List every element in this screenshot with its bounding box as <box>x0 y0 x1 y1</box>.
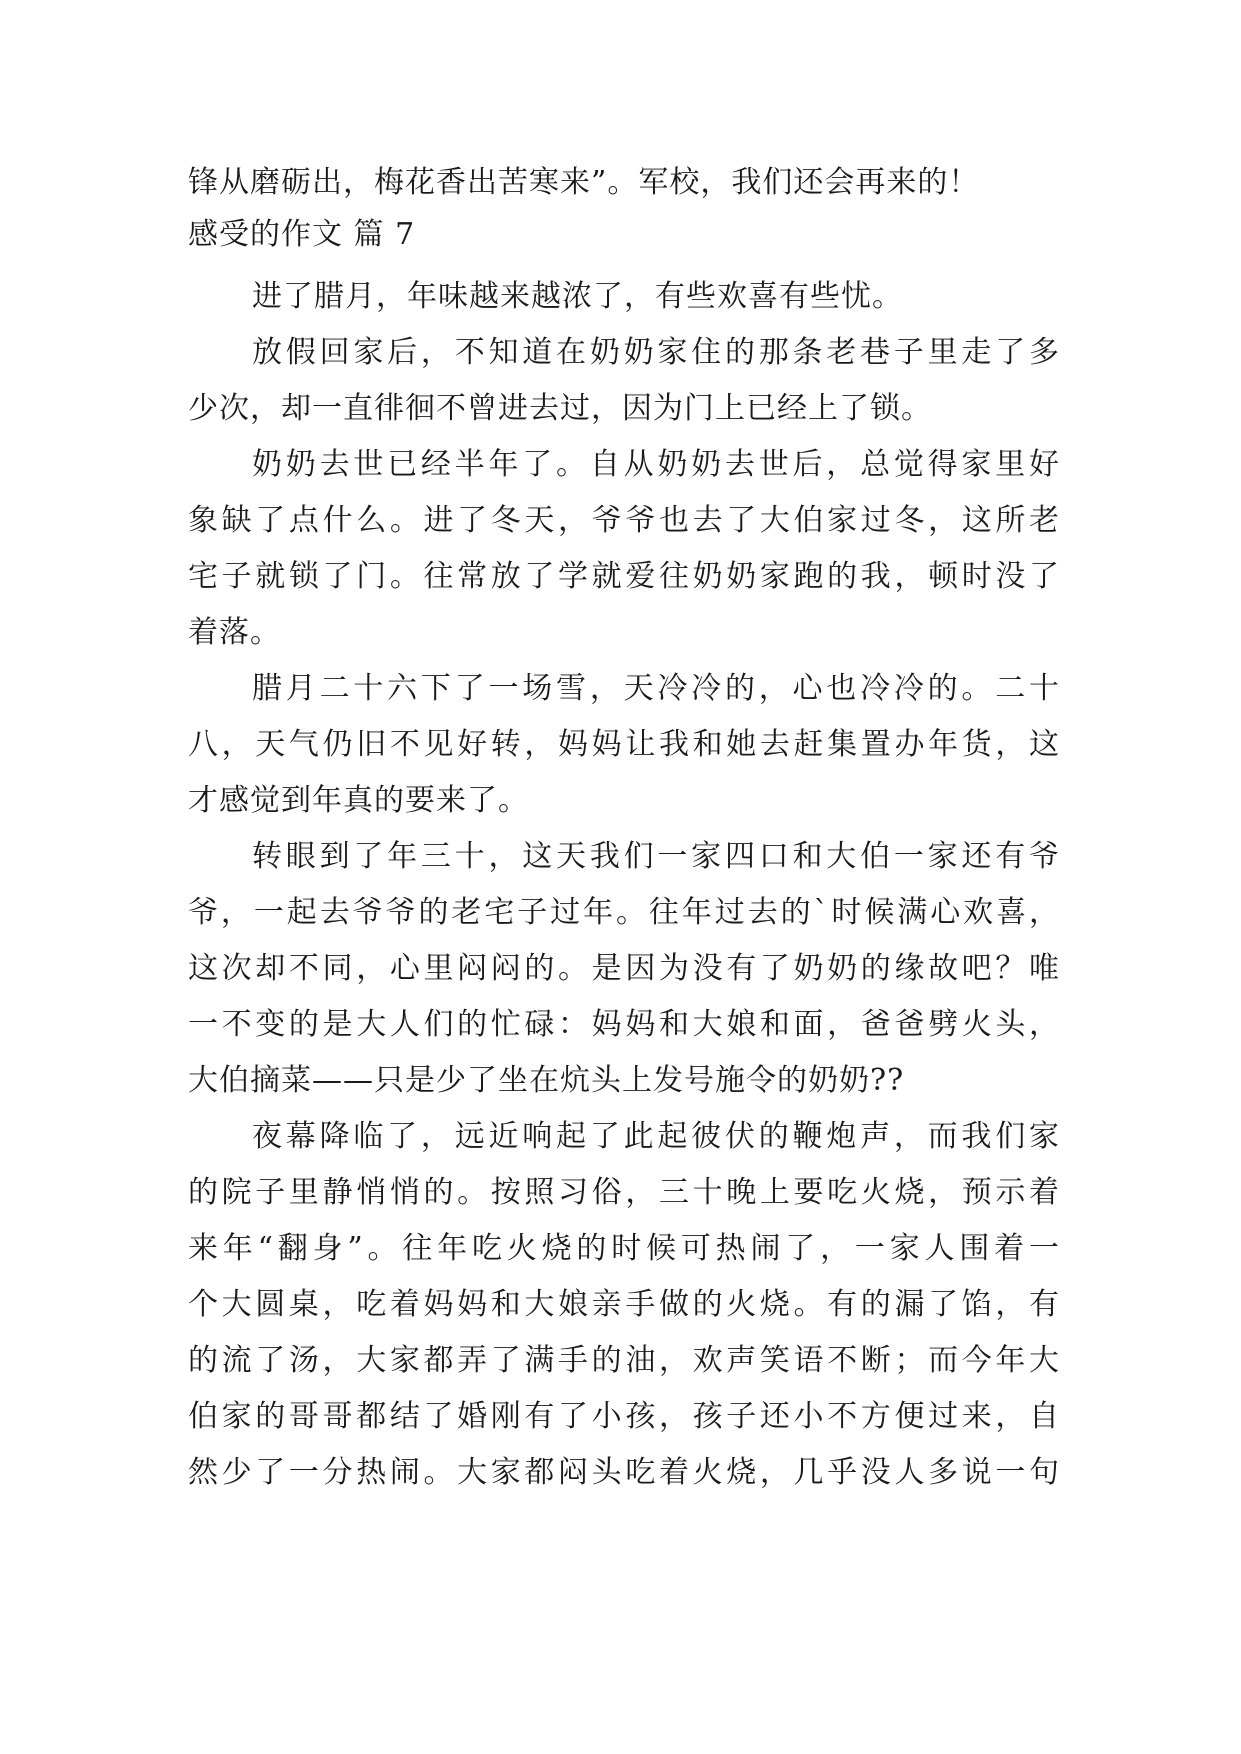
text-line: 奶奶去世已经半年了。自从奶奶去世后，总觉得家里好 <box>252 447 1060 482</box>
text-line: 少次，却一直徘徊不曾进去过，因为门上已经上了锁。 <box>188 391 932 426</box>
text-line: 的院子里静悄悄的。按照习俗，三十晚上要吃火烧，预示着 <box>188 1175 1060 1210</box>
text-line: 大伯摘菜——只是少了坐在炕头上发号施令的奶奶?? <box>188 1063 905 1098</box>
text-line: 宅子就锁了门。往常放了学就爱往奶奶家跑的我，顿时没了 <box>188 559 1060 594</box>
text-line: 来年“翻身”。往年吃火烧的时候可热闹了，一家人围着一 <box>188 1231 1060 1266</box>
text-line: 爷，一起去爷爷的老宅子过年。往年过去的`时候满心欢喜， <box>188 895 1060 930</box>
text-line: 个大圆桌，吃着妈妈和大娘亲手做的火烧。有的漏了馅，有 <box>188 1287 1060 1322</box>
text-line: 着落。 <box>188 615 281 650</box>
text-line: 伯家的哥哥都结了婚刚有了小孩，孩子还小不方便过来，自 <box>188 1399 1060 1434</box>
text-line: 腊月二十六下了一场雪，天冷冷的，心也冷冷的。二十 <box>252 671 1060 706</box>
text-line: 进了腊月，年味越来越浓了，有些欢喜有些忧。 <box>252 279 903 314</box>
text-line: 这次却不同，心里闷闷的。是因为没有了奶奶的缘故吧？唯 <box>188 951 1060 986</box>
text-line: 然少了一分热闹。大家都闷头吃着火烧，几乎没人多说一句 <box>188 1455 1060 1490</box>
text-line: 才感觉到年真的要来了。 <box>188 783 529 818</box>
text-line: 放假回家后，不知道在奶奶家住的那条老巷子里走了多 <box>252 335 1060 370</box>
text-line: 夜幕降临了，远近响起了此起彼伏的鞭炮声，而我们家 <box>252 1119 1060 1154</box>
text-line: 锋从磨砺出，梅花香出苦寒来”。军校，我们还会再来的！ <box>188 165 980 200</box>
text-line: 象缺了点什么。进了冬天，爷爷也去了大伯家过冬，这所老 <box>188 503 1060 538</box>
text-line: 一不变的是大人们的忙碌：妈妈和大娘和面，爸爸劈火头， <box>188 1007 1060 1042</box>
section-heading: 感受的作文 篇 7 <box>188 217 416 252</box>
text-line: 八，天气仍旧不见好转，妈妈让我和她去赶集置办年货，这 <box>188 727 1060 762</box>
text-line: 的流了汤，大家都弄了满手的油，欢声笑语不断；而今年大 <box>188 1343 1060 1378</box>
text-line: 转眼到了年三十，这天我们一家四口和大伯一家还有爷 <box>252 839 1060 874</box>
essay-body <box>188 155 1060 1501</box>
